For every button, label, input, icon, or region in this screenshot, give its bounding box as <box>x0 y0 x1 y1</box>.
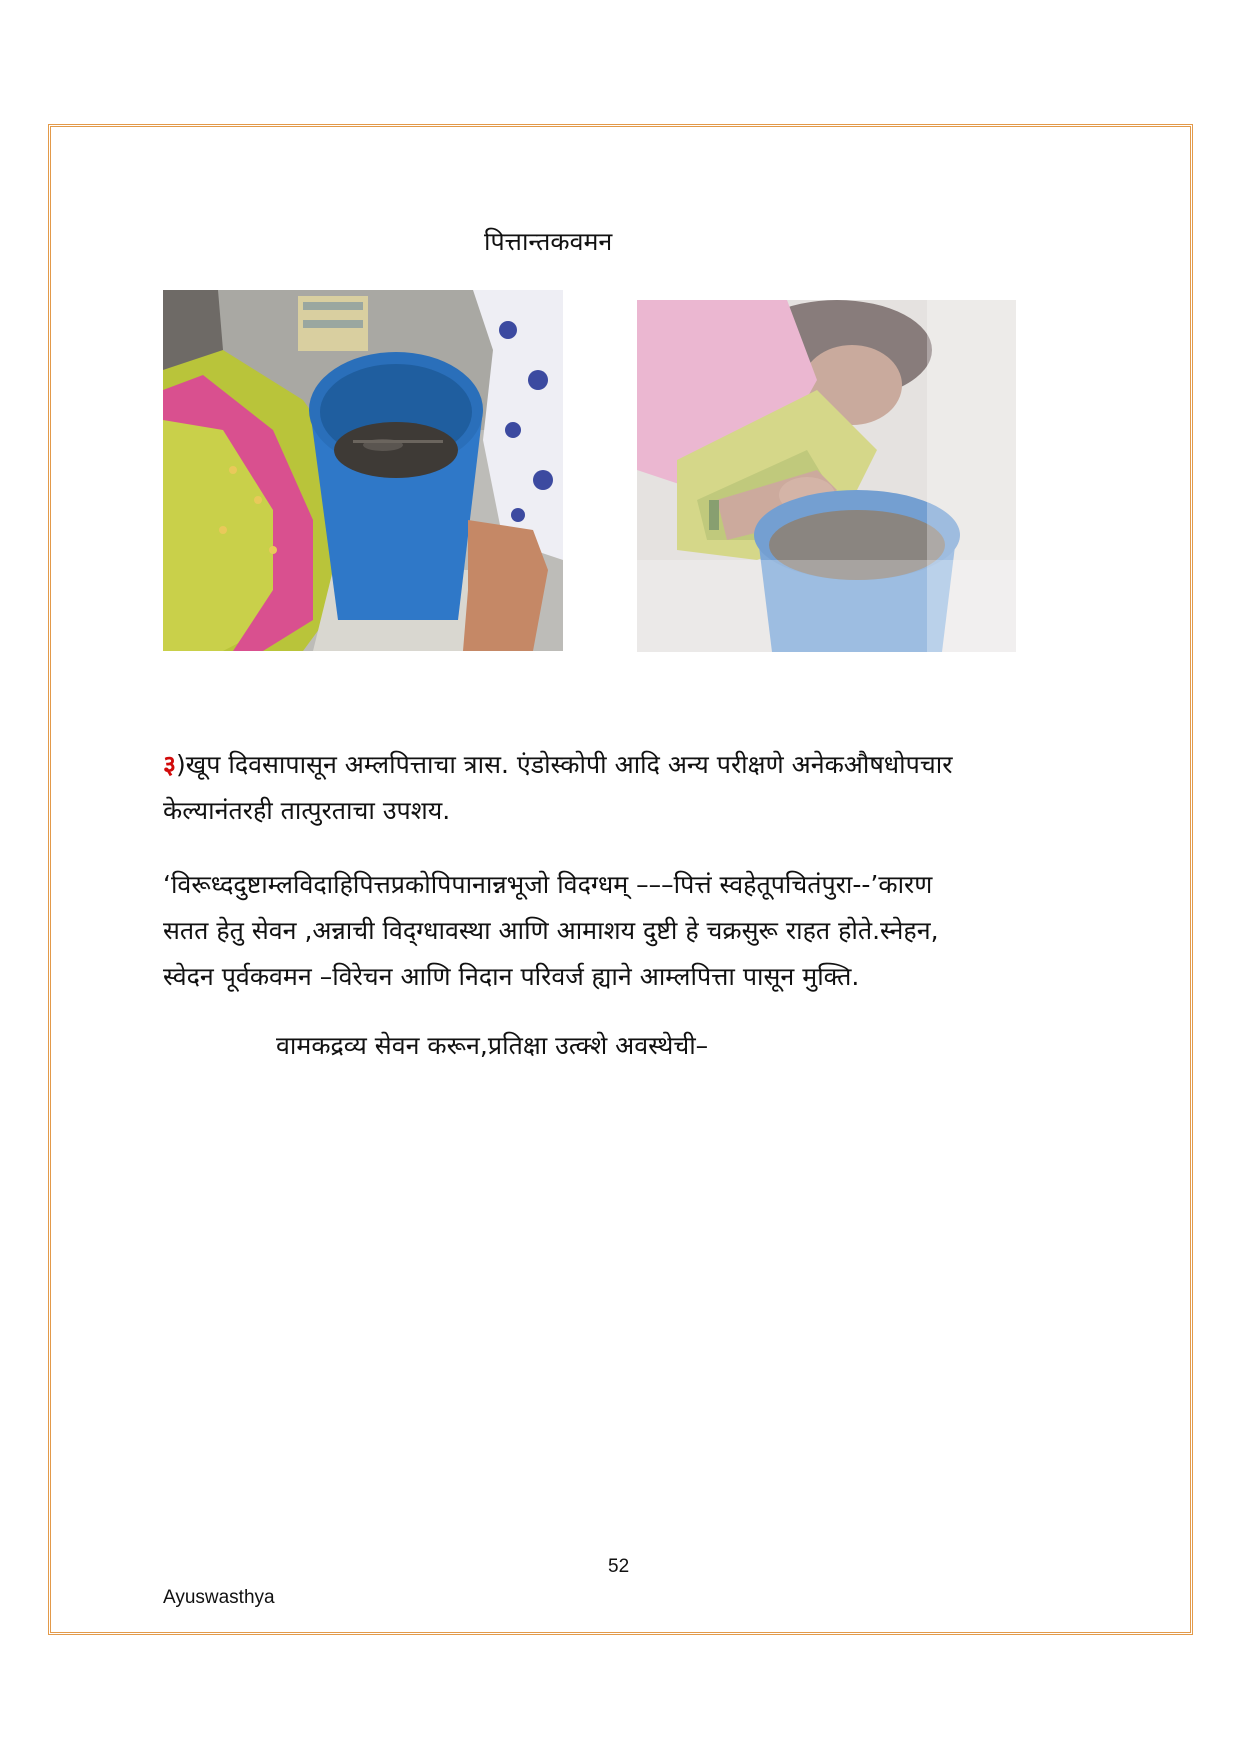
vamana-photo-2 <box>637 300 1016 652</box>
case-line-1-text: )खूप दिवसापासून अम्लपित्ताचा त्रास. एंडोस्कोपी आदि अन्य परीक्षणे अनेकऔषधोपचार <box>176 750 953 779</box>
vamana-photo-1 <box>163 290 563 651</box>
case-line-1 <box>163 742 952 788</box>
reference-line-3: स्वेदन पूर्वकवमन –विरेचन आणि निदान परिवर्ज ह्याने आम्लपित्ता पासून मुक्ति. <box>163 962 860 991</box>
reference-line-1: ‘विरूध्ददुष्टाम्लविदाहिपित्तप्रकोपिपानान्नभूजो विदग्धम् –––पित्तं स्वहेतूपचितंपुरा--’कारण <box>163 870 933 899</box>
reference-line-2: सतत हेतु सेवन ,अन्नाची विद्ग्धावस्था आणि आमाशय दुष्टी हे चक्रसुरू राहत होते.स्नेहन, <box>163 916 939 945</box>
case-description <box>163 742 952 834</box>
book-name: Ayuswasthya <box>163 1587 275 1608</box>
photo-caption: पित्तान्तकवमन <box>484 227 613 256</box>
awaiting-line: वामकद्रव्य सेवन करून,प्रतिक्षा उत्क्शे अवस्थेची– <box>276 1031 709 1060</box>
case-line-2: केल्यानंतरही तात्पुरताचा उपशय. <box>163 796 451 825</box>
reference-paragraph <box>163 862 939 1000</box>
case-number: ३ <box>163 750 177 779</box>
page-number: 52 <box>608 1556 630 1577</box>
